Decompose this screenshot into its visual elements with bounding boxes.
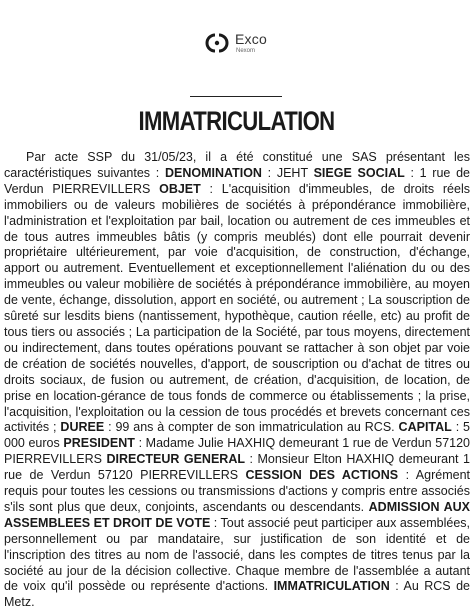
logo-subtitle: Nexom [236,48,256,54]
notice-paragraph [4,150,470,611]
objet-label: OBJET [159,181,201,196]
logo-name: Exco [235,31,267,47]
admission-text: : Tout associé peut participer aux assemblées, personnellement ou par mandataire, sur justification de son identité et de l'inscription des titres au nom de l'associé, dans les comptes de titres tenus par la société au jour de la décision collective. Chaque membre de l'assemblée a autant de voix qu'il possède ou représente d'actions. [4,515,470,594]
denomination-label: DENOMINATION [164,165,262,180]
directeur-general-text: : Monsieur Elton HAXHIQ demeurant 1 rue de Verdun 57120 PIERREVILLERS [4,452,470,483]
intro-text: Par acte SSP du 31/05/23, il a été constitué une SAS présentant les caractéristiques suivantes : [4,150,470,180]
exco-logo-icon [204,32,230,54]
capital-label: CAPITAL [398,420,452,435]
title-divider [190,96,282,97]
president-label: PRESIDENT [63,436,135,451]
exco-logo [204,30,284,56]
admission-label: ADMISSION AUX ASSEMBLEES ET DROIT DE VOTE [4,499,470,530]
duree-label: DUREE [60,420,105,435]
cession-text: : Agrément requis pour toutes les cessions ou transmissions d'actions y compris entre associés s'ils sont plus que deux, conjoints, ascendants ou descendants. [4,468,470,514]
objet-text: : L'acquisition d'immeubles, de droits réels immobiliers ou de valeurs mobilières de sociétés à prépondérance immobilière, l'administration et l'exploitation par bail, location ou autrement de ces immeubles et de tous autres immeubles bâtis (y compris meublés) dont elle pourrait devenir propriétaire ultérieurement, par voie d'acquisition, de construction, d'échange, apport ou autrement. Eventuellement et exceptionnellement l'aliénation du ou des immeubles ou valeur mobilière de sociétés à prépondérance immobilière, au moyen de vente, échange, dissolution, apport en société, ou autrement ; La souscription de sûreté sur lesdits biens (nantissement, hypothèque, caution réelle, etc) au profit de tous tiers ou associés ; La participation de la Société, par tous moyens, directement ou indirectement, dans toutes opérations pouvant se rattacher à son objet par voie de création de sociétés nouvelles, d'apport, de souscription ou d'achat de titres ou droits sociaux, de fusion ou autrement, de création, d'acquisition, de location, de prise en location-gérance de tous fonds de commerce ou établissements ; la prise, l'acquisition, l'exploitation ou la cession de tous procédés et brevets concernant ces activités ; [4,181,470,435]
president-text: : Madame Julie HAXHIQ demeurant 1 rue de Verdun 57120 PIERREVILLERS [4,436,471,467]
duree-text: : 99 ans à compter de son immatriculation au RCS. [104,420,399,435]
immatriculation-label: IMMATRICULATION [273,579,390,594]
immatriculation-text: : Au RCS de Metz. [4,579,470,610]
siege-text: : 1 rue de Verdun PIERREVILLERS [4,165,470,196]
cession-label: CESSION DES ACTIONS [245,468,399,483]
notice-body [4,150,470,611]
siege-label: SIEGE SOCIAL [313,165,405,180]
denomination-text: : JEHT [261,165,314,180]
page-title: IMMATRICULATION [138,106,335,136]
directeur-general-label: DIRECTEUR GENERAL [106,452,245,467]
capital-text: : 5 000 euros [4,420,471,451]
